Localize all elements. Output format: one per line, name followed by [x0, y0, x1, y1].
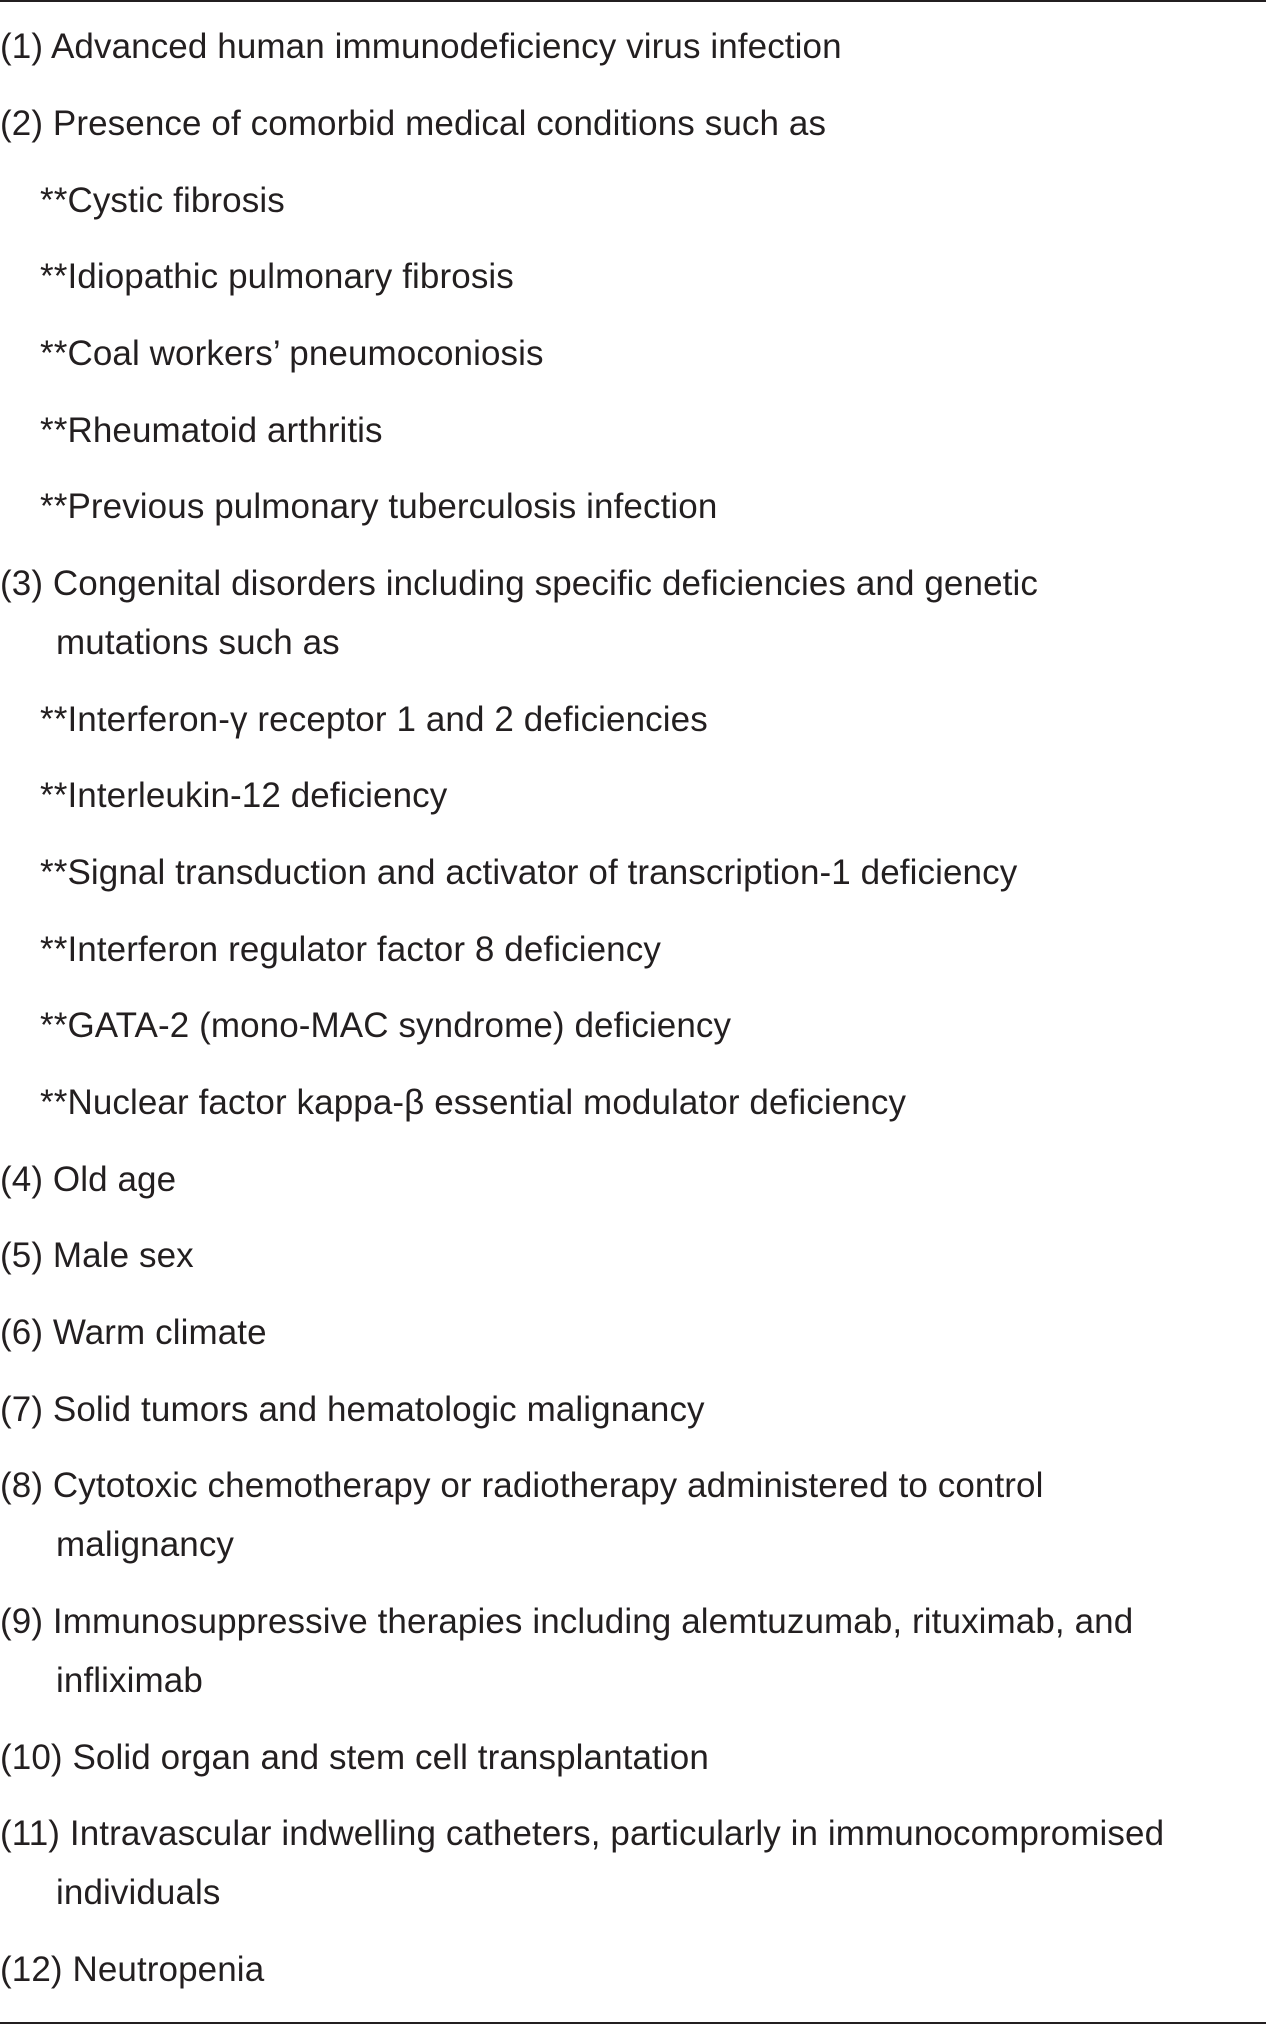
list-item-6: (6) Warm climate [0, 1313, 267, 1352]
list-item-8-continuation: malignancy [56, 1525, 235, 1564]
sub-item-idiopathic-pulmonary-fibrosis: **Idiopathic pulmonary fibrosis [40, 257, 514, 296]
list-item-3: (3) Congenital disorders including specific deficiencies and genetic [0, 564, 1038, 603]
list-item-1: (1) Advanced human immunodeficiency virus infection [0, 27, 842, 66]
list-item-11: (11) Intravascular indwelling catheters, particularly in immunocompromised [0, 1814, 1165, 1853]
list-item-2: (2) Presence of comorbid medical conditions such as [0, 104, 827, 143]
sub-item-rheumatoid-arthritis: **Rheumatoid arthritis [40, 411, 383, 450]
list-item-12: (12) Neutropenia [0, 1950, 265, 1989]
list-item-11-continuation: individuals [56, 1873, 221, 1912]
list-item-9-continuation: infliximab [56, 1661, 203, 1700]
sub-item-gata2: **GATA-2 (mono-MAC syndrome) deficiency [40, 1006, 732, 1045]
list-item-4: (4) Old age [0, 1160, 177, 1199]
list-item-10: (10) Solid organ and stem cell transplantation [0, 1738, 709, 1777]
list-item-7: (7) Solid tumors and hematologic malignancy [0, 1390, 705, 1429]
bottom-rule [0, 2022, 1266, 2024]
sub-item-cystic-fibrosis: **Cystic fibrosis [40, 181, 285, 220]
list-item-9: (9) Immunosuppressive therapies including alemtuzumab, rituximab, and [0, 1602, 1134, 1641]
sub-item-coal-workers-pneumoconiosis: **Coal workers’ pneumoconiosis [40, 334, 544, 373]
sub-item-nemo: **Nuclear factor kappa-β essential modulator deficiency [40, 1083, 907, 1122]
sub-item-interferon-gamma-receptor: **Interferon-γ receptor 1 and 2 deficiencies [40, 700, 708, 739]
list-item-5: (5) Male sex [0, 1236, 194, 1275]
sub-item-previous-tuberculosis: **Previous pulmonary tuberculosis infection [40, 487, 718, 526]
sub-item-interleukin-12: **Interleukin-12 deficiency [40, 776, 448, 815]
sub-item-stat1: **Signal transduction and activator of transcription-1 deficiency [40, 853, 1018, 892]
list-item-8: (8) Cytotoxic chemotherapy or radiotherapy administered to control [0, 1466, 1044, 1505]
list-item-3-continuation: mutations such as [56, 623, 340, 662]
sub-item-irf8: **Interferon regulator factor 8 deficiency [40, 930, 661, 969]
